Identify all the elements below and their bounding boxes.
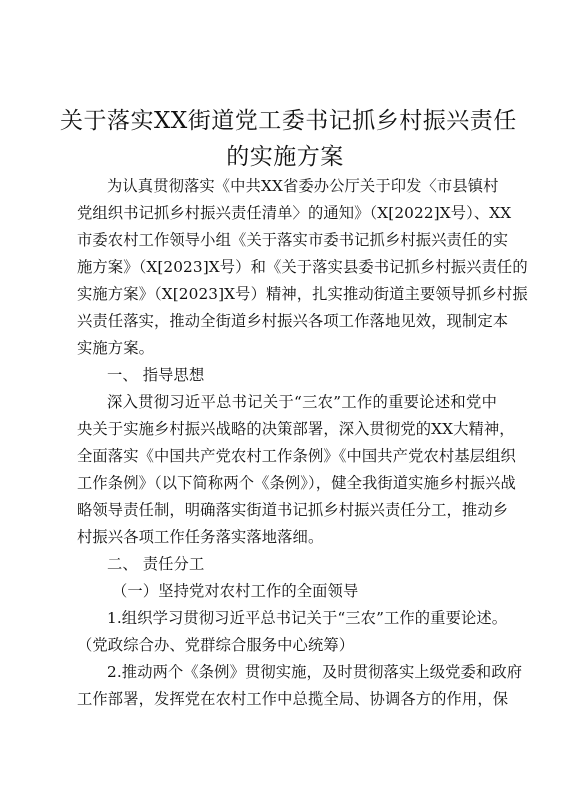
item2-line: 2.推动两个《条例》贯彻实施，及时贯彻落实上级党委和政府 <box>107 663 523 681</box>
section1-line: 央关于实施乡村振兴战略的决策部署，深入贯彻党的XX大精神， <box>77 420 515 438</box>
section1-line: 全面落实《中国共产党农村工作条例》《中国共产党农村基层组织 <box>77 447 516 465</box>
item2-line: 工作部署，发挥党在农村工作中总揽全局、协调各方的作用，保 <box>77 690 509 708</box>
section-heading: 一、 指导思想 <box>107 366 205 384</box>
document-title-line-1: 关于落实XX街道党工委书记抓乡村振兴责任 <box>60 108 517 134</box>
section-heading: 二、 责任分工 <box>107 555 205 573</box>
intro-line: 实施方案》（X[2023]X号）精神，扎实推动街道主要领导抓乡村振 <box>77 285 528 303</box>
section1-line: 略领导责任制，明确落实街道书记抓乡村振兴责任分工，推动乡 <box>77 501 509 519</box>
section1-line: 工作条例》（以下简称两个《条例》），健全我街道实施乡村振兴战 <box>77 474 516 492</box>
intro-line: 市委农村工作领导小组《关于落实市委书记抓乡村振兴责任的实 <box>77 231 509 249</box>
section1-line: 村振兴各项工作任务落实落地落细。 <box>77 528 324 546</box>
intro-line: 兴责任落实，推动全街道乡村振兴各项工作落地见效，现制定本 <box>77 312 509 330</box>
intro-line: 为认真贯彻落实《中共XX省委办公厅关于印发〈市县镇村 <box>107 177 499 195</box>
intro-line: 实施方案。 <box>77 339 154 357</box>
item1-line: （党政综合办、党群综合服务中心统筹） <box>77 636 355 654</box>
section1-line: 深入贯彻习近平总书记关于“三农”工作的重要论述和党中 <box>107 393 497 411</box>
intro-line: 党组织书记抓乡村振兴责任清单〉的通知》（X[2022]X号）、XX <box>77 204 512 222</box>
document-title-line-2: 的实施方案 <box>226 144 344 170</box>
subsection-heading: （一）坚持党对农村工作的全面领导 <box>112 582 359 600</box>
intro-line: 施方案》（X[2023]X号）和《关于落实县委书记抓乡村振兴责任的 <box>77 258 528 276</box>
item1-line: 1.组织学习贯彻习近平总书记关于“三农”工作的重要论述。 <box>107 609 508 627</box>
